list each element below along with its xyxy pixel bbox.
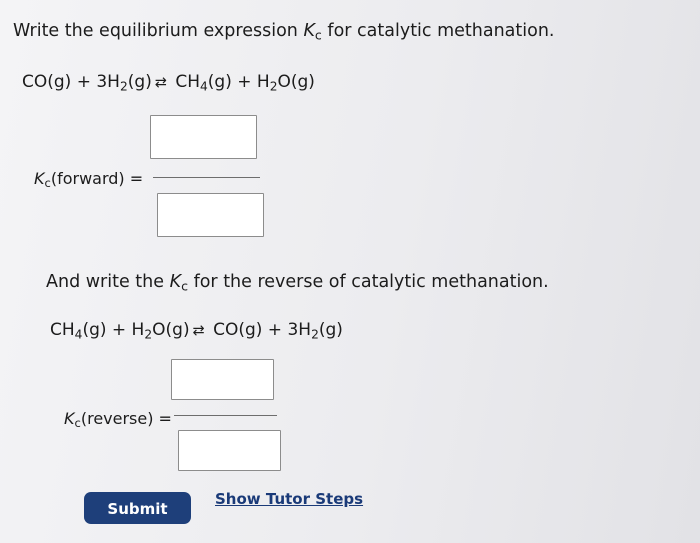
forward-equation — [22, 72, 315, 93]
k-symbol: K — [169, 272, 182, 292]
kc-reverse-label — [64, 409, 172, 430]
label-text: (reverse) = — [80, 409, 172, 428]
kc-forward-label — [34, 169, 143, 190]
k-symbol: K — [34, 169, 45, 188]
kc-reverse-numerator-input[interactable] — [171, 359, 274, 400]
k-symbol: K — [64, 409, 75, 428]
k-subscript: c — [44, 176, 51, 191]
equation-part: CH — [50, 320, 75, 340]
equation-part: (g) + H — [82, 320, 145, 340]
show-tutor-steps-link[interactable]: Show Tutor Steps — [215, 490, 364, 508]
kc-forward-denominator-input[interactable] — [157, 193, 264, 237]
equation-part: (g) — [318, 320, 343, 340]
kc-reverse-fraction-bar — [174, 415, 277, 416]
question1-prompt — [13, 21, 555, 43]
equilibrium-arrow-icon: ⇄ — [192, 323, 205, 339]
equation-part: CO(g) + 3H — [22, 72, 120, 92]
k-symbol: K — [303, 21, 315, 41]
equation-subscript: 2 — [119, 79, 128, 94]
kc-forward-numerator-input[interactable] — [150, 115, 257, 159]
k-subscript: c — [74, 416, 81, 431]
prompt-text: Write the equilibrium expression — [13, 21, 304, 41]
reverse-equation — [50, 320, 343, 341]
equation-subscript: 4 — [200, 79, 208, 94]
label-text: (forward) = — [50, 169, 144, 188]
equation-part: CH — [169, 72, 200, 92]
equation-part: (g) — [127, 72, 152, 92]
equation-part: (g) + H — [207, 72, 270, 92]
equation-part: O(g) — [152, 320, 190, 340]
prompt-text: for catalytic methanation. — [321, 21, 555, 41]
equilibrium-arrow-icon: ⇄ — [154, 75, 167, 91]
k-subscript: c — [181, 278, 188, 294]
question2-prompt — [46, 272, 549, 294]
kc-forward-fraction-bar — [153, 177, 260, 178]
equation-subscript: 4 — [74, 327, 83, 342]
equation-part: O(g) — [277, 72, 315, 92]
k-subscript: c — [314, 27, 322, 43]
equation-subscript: 2 — [144, 327, 153, 342]
prompt-text: And write the — [46, 272, 170, 292]
submit-button[interactable]: Submit — [84, 492, 191, 524]
equation-subscript: 2 — [269, 79, 278, 94]
kc-reverse-denominator-input[interactable] — [178, 430, 281, 471]
prompt-text: for the reverse of catalytic methanation. — [188, 272, 549, 292]
equation-part: CO(g) + 3H — [207, 320, 312, 340]
equation-subscript: 2 — [311, 327, 319, 342]
